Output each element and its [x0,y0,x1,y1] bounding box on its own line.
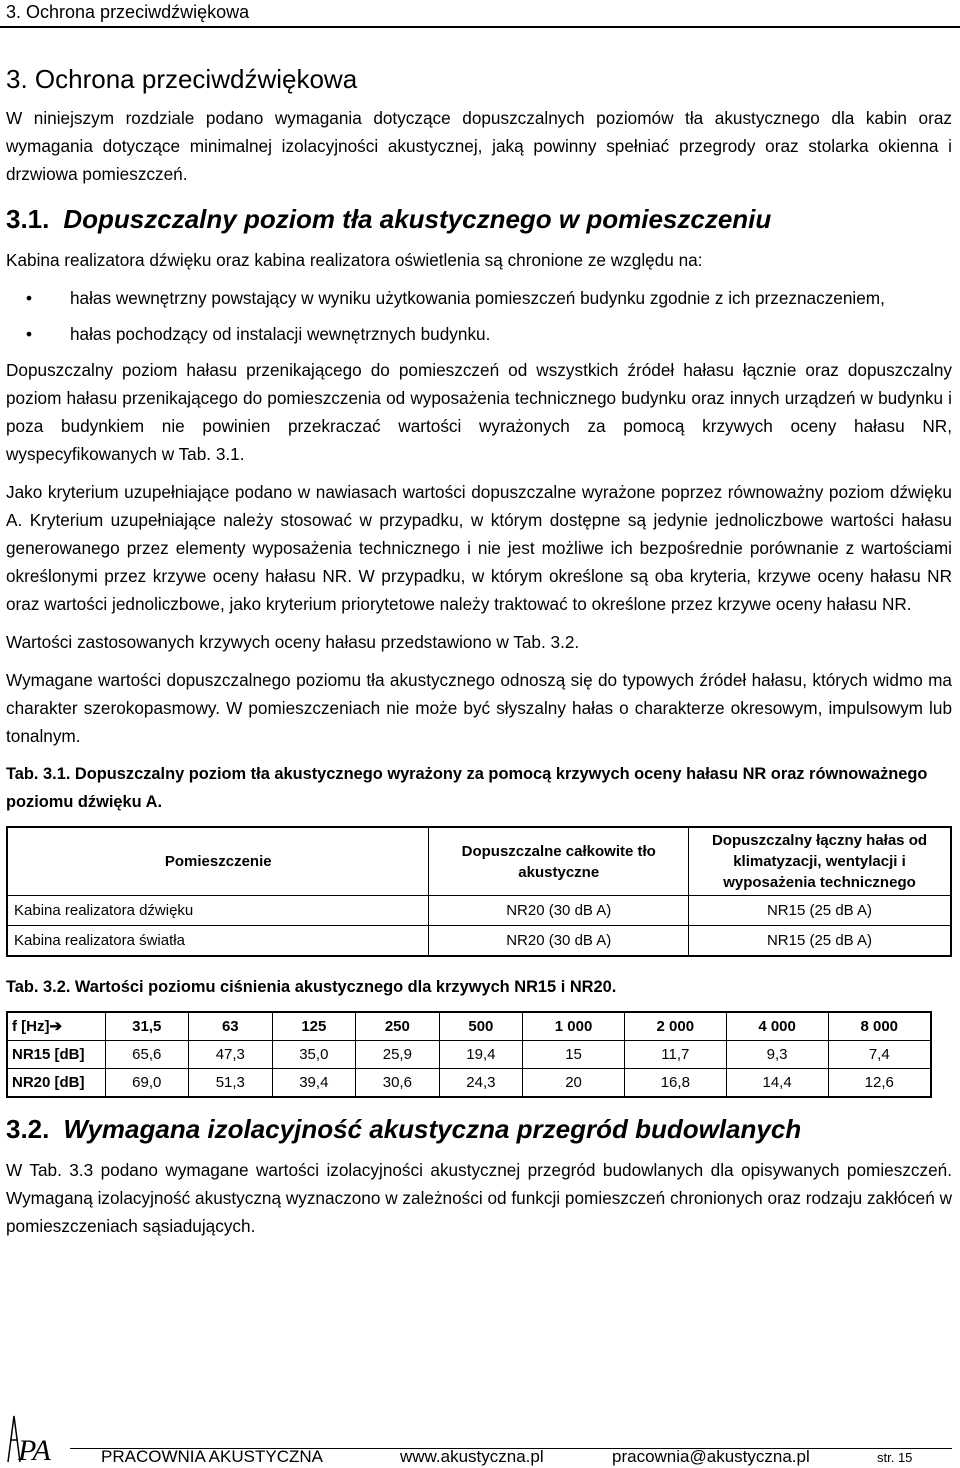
table-cell: 12,6 [828,1069,931,1098]
table-row [7,1069,931,1098]
arrow-right-icon: ➔ [49,1018,63,1035]
table-cell: 7,4 [828,1041,931,1069]
page-number: str. 15 [877,1450,913,1465]
subsection-1-heading [6,202,952,236]
subsection-1-title: Dopuszczalny poziom tła akustycznego w pomieszczeniu [63,204,772,234]
paragraph: Wymagane wartości dopuszczalnego poziomu tła akustycznego odnoszą się do typowych źródeł hałasu, których widmo ma charakter szerokopasmowy. W pomieszczeniach nie może być słyszalny hałas o charakterze okresowym, impulsowym lub tonalnym. [6,670,952,746]
table-header-cell: 8 000 [828,1012,931,1041]
footer-website[interactable]: www.akustyczna.pl [400,1447,544,1466]
table-header-cell: 1 000 [523,1012,625,1041]
list-item-text: hałas wewnętrzny powstający w wyniku użytkowania pomieszczeń budynku zgodnie z ich przeznaczeniem, [70,288,885,308]
table-header-cell: 4 000 [726,1012,828,1041]
table-2 [6,1011,932,1098]
table-cell: 14,4 [726,1069,828,1098]
table-header-cell: 125 [272,1012,356,1041]
table-2-caption: Tab. 3.2. Wartości poziomu ciśnienia akustycznego dla krzywych NR15 i NR20. [6,978,617,996]
table-header-cell [7,1012,105,1041]
table-header-cell: 31,5 [105,1012,189,1041]
page-footer [0,1410,960,1468]
paragraph: Jako kryterium uzupełniające podano w nawiasach wartości dopuszczalne wyrażone poprzez równoważny poziom dźwięku A. Kryterium uzupełniające należy stosować w przypadku, w którym dostępne są jedynie jednoliczbowe wartości hałasu generowanego przez elementy wyposażenia technicznego i nie jest możliwe ich bezpośrednie porównanie z wartościami określonymi przez krzywe oceny hałasu NR. W przypadku, w którym określone są oba kryteria, krzywe oceny hałasu NR oraz wartości jednoliczbowe, jako kryterium priorytetowe należy traktować to określone przez krzywe oceny hałasu NR. [6,482,952,614]
table-cell: 15 [523,1041,625,1069]
frequency-label: f [Hz] [12,1018,50,1035]
subsection-2-number: 3.2. [6,1114,50,1144]
table-cell: 19,4 [439,1041,523,1069]
table-header-cell: Dopuszczalny łączny hałas od klimatyzacji, wentylacji i wyposażenia technicznego [688,827,951,896]
table-cell: Kabina realizatora dźwięku [7,896,429,926]
page-content [6,62,952,1250]
table-cell: NR20 (30 dB A) [429,926,689,957]
table-cell: 30,6 [356,1069,440,1098]
logo-text: PA [18,1434,51,1466]
table-cell: 39,4 [272,1069,356,1098]
table-cell: NR15 (25 dB A) [688,926,951,957]
table-row [7,1041,931,1069]
subsection-1-number: 3.1. [6,204,50,234]
table-header-row [7,827,951,896]
table-header-row [7,1012,931,1041]
table-cell: 47,3 [189,1041,273,1069]
table-cell: 69,0 [105,1069,189,1098]
list-item-text: hałas pochodzący od instalacji wewnętrznych budynku. [70,324,491,344]
subsection-2-paragraph: W Tab. 3.3 podano wymagane wartości izolacyjności akustycznej przegród budowlanych dla opisywanych pomieszczeń. Wymaganą izolacyjność akustyczną wyznaczono w zależności od funkcji pomieszczeń chronionych oraz rodzaju zakłóceń w pomieszczeniach sąsiadujących. [6,1160,952,1236]
table-cell: 24,3 [439,1069,523,1098]
footer-company: PRACOWNIA AKUSTYCZNA [101,1447,323,1466]
table-header-cell: Pomieszczenie [7,827,429,896]
subsection-2-heading [6,1112,952,1146]
bullet-list [6,284,952,348]
footer-email[interactable]: pracownia@akustyczna.pl [612,1447,810,1466]
table-cell: 51,3 [189,1069,273,1098]
table-cell: 11,7 [624,1041,726,1069]
table-row [7,896,951,926]
paragraph: Wartości zastosowanych krzywych oceny hałasu przedstawiono w Tab. 3.2. [6,632,580,652]
table-row-label: NR15 [dB] [7,1041,105,1069]
company-logo [4,1410,60,1466]
table-cell: 35,0 [272,1041,356,1069]
list-item [6,320,952,348]
table-cell: NR20 (30 dB A) [429,896,689,926]
table-row [7,926,951,957]
table-1-caption: Tab. 3.1. Dopuszczalny poziom tła akustycznego wyrażony za pomocą krzywych oceny hałasu NR oraz równoważnego poziomu dźwięku A. [6,765,928,811]
table-1 [6,826,952,957]
table-cell: Kabina realizatora światła [7,926,429,957]
list-item [6,284,952,312]
table-header-cell: 500 [439,1012,523,1041]
table-cell: 25,9 [356,1041,440,1069]
table-cell: 9,3 [726,1041,828,1069]
table-row-label: NR20 [dB] [7,1069,105,1098]
header-rule [0,26,960,28]
bullet-icon: • [26,324,33,344]
table-cell: NR15 (25 dB A) [688,896,951,926]
subsection-2-title: Wymagana izolacyjność akustyczna przegród budowlanych [63,1114,802,1144]
table-cell: 20 [523,1069,625,1098]
table-header-cell: 63 [189,1012,273,1041]
table-header-cell: Dopuszczalne całkowite tło akustyczne [429,827,689,896]
section-intro: W niniejszym rozdziale podano wymagania dotyczące dopuszczalnych poziomów tła akustycznego dla kabin oraz wymagania dotyczące minimalnej izolacyjności akustycznej, jaką powinny spełniać przegrody oraz stolarka okienna i drzwiowa pomieszczeń. [6,108,952,184]
table-cell: 16,8 [624,1069,726,1098]
running-header: 3. Ochrona przeciwdźwiękowa [6,2,250,22]
table-cell: 65,6 [105,1041,189,1069]
table-header-cell: 250 [356,1012,440,1041]
bullet-icon: • [26,288,33,308]
table-header-cell: 2 000 [624,1012,726,1041]
subsection-1-lead: Kabina realizatora dźwięku oraz kabina realizatora oświetlenia są chronione ze względu na: [6,250,703,270]
section-title: 3. Ochrona przeciwdźwiękowa [6,64,358,94]
paragraph: Dopuszczalny poziom hałasu przenikającego do pomieszczeń od wszystkich źródeł hałasu łącznie oraz dopuszczalny poziom hałasu przenikającego do pomieszczenia od wyposażenia technicznego budynku oraz innych urządzeń w budynku i poza budynkiem nie powinien przekraczać wartości wyrażonych za pomocą krzywych oceny hałasu NR, wyspecyfikowanych w Tab. 3.1. [6,360,952,464]
